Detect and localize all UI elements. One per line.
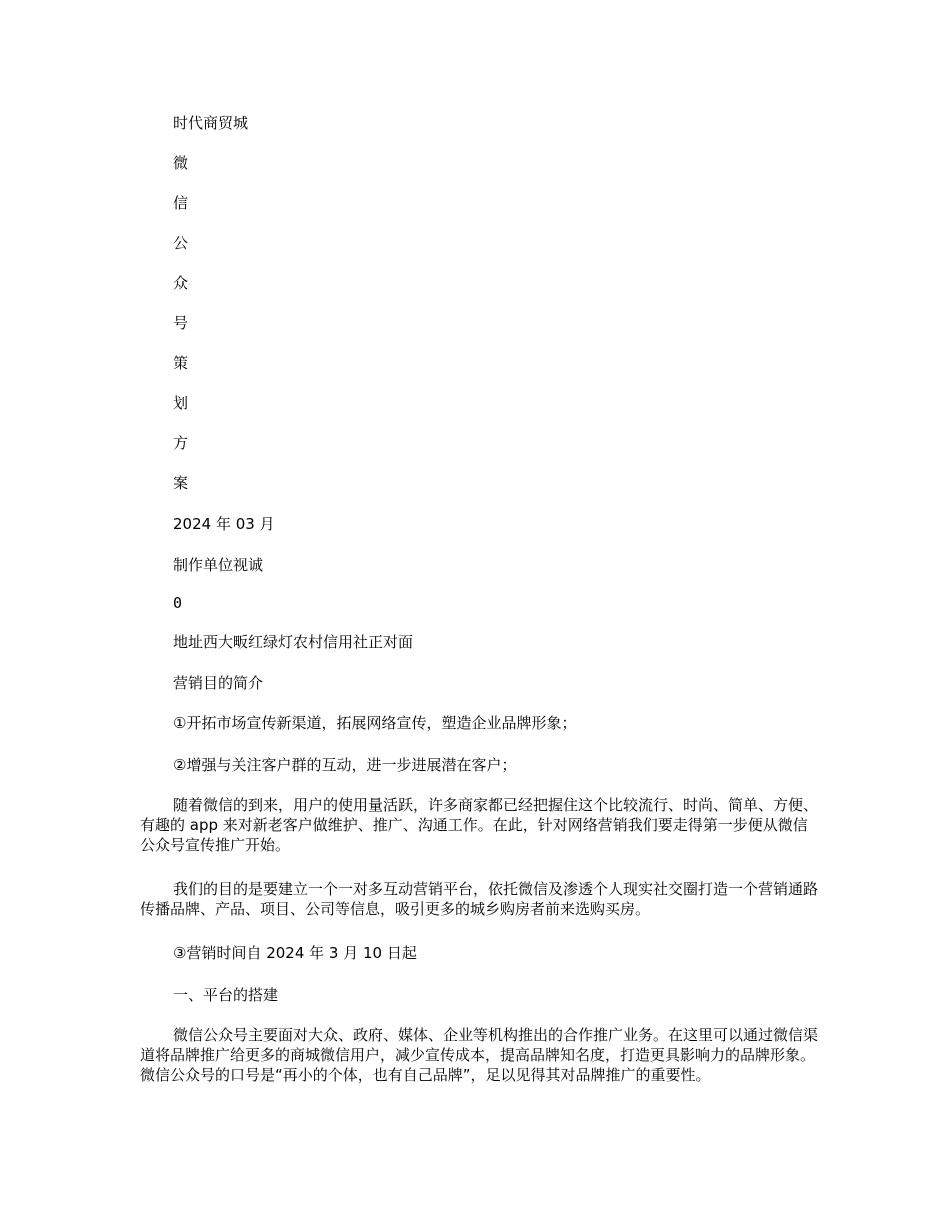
intro-item-3: ③营销时间自 2024 年 3 月 10 日起 xyxy=(173,944,417,962)
title-char: 方 xyxy=(173,434,189,452)
section-1-heading: 一、平台的搭建 xyxy=(173,986,279,1004)
title-char: 策 xyxy=(173,354,189,372)
document-date: 2024 年 03 月 xyxy=(173,515,275,533)
intro-item-1: ①开拓市场宣传新渠道，拓展网络宣传，塑造企业品牌形象； xyxy=(173,714,577,732)
title-char: 公 xyxy=(173,234,189,252)
title-char: 信 xyxy=(173,194,189,212)
intro-paragraph-2: 我们的目的是要建立一个一对多互动营销平台，依托微信及渗透个人现实社交圈打造一个营销通路传播品牌、产品、项目、公司等信息，吸引更多的城乡购房者前来选购买房。 xyxy=(140,880,819,918)
company-name: 时代商贸城 xyxy=(173,114,249,132)
title-char: 案 xyxy=(173,474,189,492)
zero-line: 0 xyxy=(173,594,183,612)
intro-paragraph-1: 随着微信的到来，用户的使用量活跃，许多商家都已经把握住这个比较流行、时尚、简单、方便、有趣的 app 来对新老客户做维护、推广、沟通工作。在此，针对网络营销我们要走得第一步便从微信公众号宣传推广开始。 xyxy=(140,796,819,854)
maker-line: 制作单位视诚 xyxy=(173,556,264,574)
section-1-paragraph: 微信公众号主要面对大众、政府、媒体、企业等机构推出的合作推广业务。在这里可以通过微信渠道将品牌推广给更多的商城微信用户，减少宣传成本，提高品牌知名度，打造更具影响力的品牌形象。微信公众号的口号是“再小的个体，也有自己品牌”，足以见得其对品牌推广的重要性。 xyxy=(140,1026,819,1084)
address-line: 地址西大畈红绿灯农村信用社正对面 xyxy=(173,633,414,651)
title-char: 众 xyxy=(173,274,189,292)
title-char: 号 xyxy=(173,314,189,332)
title-char: 划 xyxy=(173,394,189,412)
intro-heading: 营销目的简介 xyxy=(173,674,264,692)
title-char: 微 xyxy=(173,154,189,172)
intro-item-2: ②增强与关注客户群的互动，进一步进展潜在客户； xyxy=(173,756,517,774)
